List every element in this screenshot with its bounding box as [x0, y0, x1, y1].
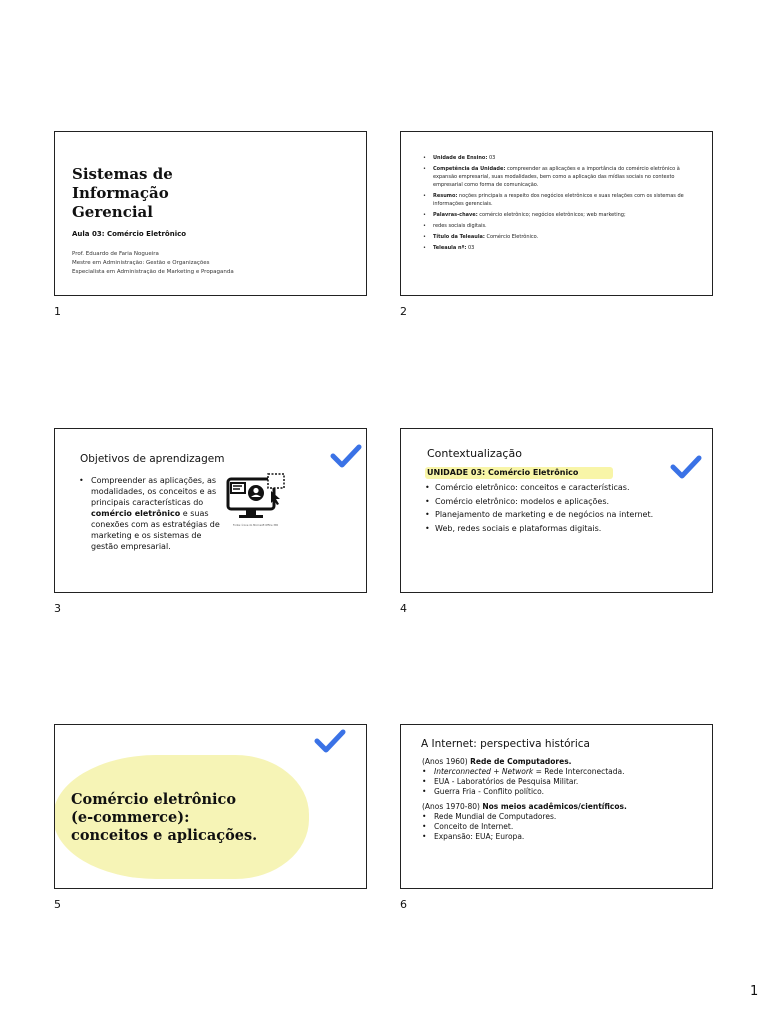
checkmark-icon	[329, 442, 363, 470]
slide-6	[400, 724, 713, 889]
slide-number: 1	[54, 305, 61, 318]
slide-3-title: Objetivos de aprendizagem	[80, 453, 225, 465]
slide-number: 3	[54, 602, 61, 615]
computer-user-icon	[226, 473, 288, 523]
context-list	[425, 481, 653, 535]
slide-4-title: Contextualização	[427, 447, 522, 460]
slide-3	[54, 428, 367, 593]
checkmark-icon	[313, 727, 347, 755]
list-item: • Rede Mundial de Computadores.	[422, 812, 702, 822]
slide-number: 5	[54, 898, 61, 911]
slide-5	[54, 724, 367, 889]
list-item: • Unidade de Ensino: 03	[423, 154, 693, 162]
list-item: • Guerra Fria - Conflito político.	[422, 787, 702, 797]
list-item: • Título da Teleaula: Comércio Eletrônico.	[423, 233, 693, 241]
history-content	[422, 757, 702, 847]
list-item: • redes sociais digitais.	[423, 222, 693, 230]
slide-6-title: A Internet: perspectiva histórica	[421, 738, 590, 750]
section-list	[422, 812, 702, 842]
slide-number: 6	[400, 898, 407, 911]
list-item: • Web, redes sociais e plataformas digitais.	[425, 522, 653, 536]
list-item: • EUA - Laboratórios de Pesquisa Militar.	[422, 777, 702, 787]
slide-number: 4	[400, 602, 407, 615]
slide-1-author-info: Prof. Eduardo de Faria Nogueira Mestre em Administração: Gestão e Organizações Especialista em Administração de Marketing e Propaganda	[72, 251, 234, 275]
list-item: • Comércio eletrônico: conceitos e características.	[425, 481, 653, 495]
slide-5-title: Comércio eletrônico (e-commerce): conceitos e aplicações.	[71, 791, 258, 844]
slide-2	[400, 131, 713, 296]
slide-1-subtitle: Aula 03: Comércio Eletrônico	[72, 230, 187, 238]
list-item: • Expansão: EUA; Europa.	[422, 832, 702, 842]
section-heading: (Anos 1970-80) Nos meios acadêmicos/científicos.	[422, 802, 627, 811]
section-list	[422, 767, 702, 797]
unit-heading: UNIDADE 03: Comércio Eletrônico	[427, 468, 579, 477]
learning-objective-bullet: • Compreender as aplicações, as modalidades, os conceitos e as principais características do comércio eletrônico e suas conexões com as estratégias de marketing e os sistemas de gestão empresarial.	[79, 476, 220, 551]
unit-info-list	[423, 154, 693, 255]
list-item: • Competência da Unidade: compreender as aplicações e a importância do comércio eletrônico à expansão empresarial, suas modalidades, bem como a aplicação das mídias sociais no contexto empresarial como forma de comunicação.	[423, 165, 693, 189]
list-item: • Interconnected + Network = Rede Interconectada.	[422, 767, 702, 777]
slide-1	[54, 131, 367, 296]
checkmark-icon	[669, 453, 703, 481]
slide-number: 2	[400, 305, 407, 318]
slide-4	[400, 428, 713, 593]
section-heading: (Anos 1960) Rede de Computadores.	[422, 757, 572, 766]
list-item: • Teleaula nº: 03	[423, 244, 693, 252]
slide-1-title: Sistemas de Informação Gerencial	[72, 165, 173, 221]
list-item: • Palavras-chave: comércio eletrônico; negócios eletrônicos; web marketing;	[423, 211, 693, 219]
list-item: • Resumo: noções principais a respeito dos negócios eletrônicos e suas relações com os sistemas de informações gerenciais.	[423, 192, 693, 208]
list-item: • Conceito de Internet.	[422, 822, 702, 832]
page-number: 1	[750, 984, 759, 999]
image-caption: Fonte: Ícone do Microsoft Office 365	[233, 524, 279, 527]
list-item: • Planejamento de marketing e de negócios na internet.	[425, 508, 653, 522]
list-item: • Comércio eletrônico: modelos e aplicações.	[425, 495, 653, 509]
